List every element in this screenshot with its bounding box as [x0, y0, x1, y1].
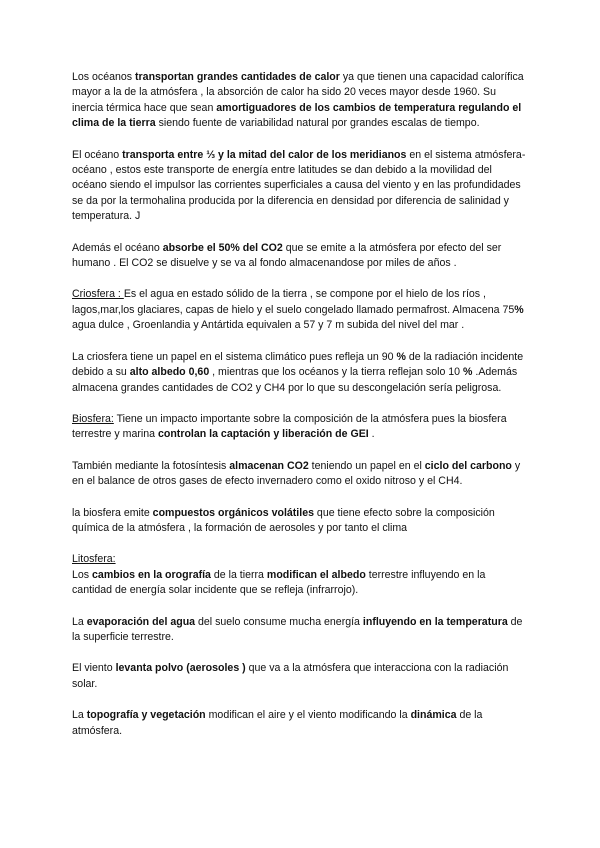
section-label-biosphere: Biosfera: [72, 412, 114, 425]
text-run: en el sistema atmósfera-océano , estos este transporte de energía entre latitudes se dan debido a la movilidad del océano siendo el impulsor las corrientes superficiales a causa del viento y en las profundidades se da por la termohalina producida por la diferencia en densidad por diferencia de salinidad y temperatura. J [72, 148, 526, 223]
bold-text: influyendo en la temperatura [362, 615, 508, 628]
bold-text: % [396, 350, 406, 363]
text-run: de la atmósfera. [72, 709, 483, 737]
text-run: El viento [72, 662, 116, 675]
paragraph-voc [72, 506, 528, 537]
bold-text: compuestos orgánicos volátiles [152, 506, 314, 519]
text-run: la biosfera emite [72, 506, 153, 519]
section-label-lithosphere: Litosfera: [72, 553, 116, 566]
paragraph-photosynthesis [72, 459, 528, 490]
text-run: que tiene efecto sobre la composición química de la atmósfera , la formación de aerosoles y por tanto el clima [72, 506, 495, 534]
text-run: teniendo un papel en el [308, 459, 425, 472]
bold-text: alto albedo 0,60 [129, 366, 210, 379]
bold-text: absorbe el 50% del CO2 [162, 241, 283, 254]
paragraph-cryosphere [72, 287, 528, 333]
text-run: La [72, 709, 87, 722]
paragraph-ocean-transport [72, 148, 528, 225]
text-run: , mientras que los océanos y la tierra reflejan solo 10 [209, 366, 464, 379]
bold-text: transportan grandes cantidades de calor [135, 71, 340, 83]
bold-text: levanta polvo (aerosoles ) [115, 662, 246, 675]
bold-text: dinámica [410, 709, 457, 722]
bold-text: transporta entre ⅓ y la mitad del calor de los meridianos [122, 148, 407, 161]
bold-text: cambios en la orografía [92, 568, 211, 581]
text-run: Es el agua en estado sólido de la tierra , se compone por el hielo de los ríos , lagos,mar,los glaciares, capas de hielo y el suelo congelado llamado permafrost. Almacena 75 [72, 288, 515, 316]
paragraph-oceans-heat [72, 70, 528, 132]
text-run: . [368, 428, 375, 441]
text-run: de la superficie terrestre. [72, 615, 523, 643]
paragraph-ocean-co2 [72, 241, 528, 272]
bold-text: almacenan CO2 [229, 459, 309, 472]
section-label-cryosphere: Criosfera : [72, 288, 124, 301]
text-run: .Además almacena grandes cantidades de CO2 y CH4 por lo que su descongelación sería peligrosa. [72, 366, 518, 394]
text-run: de la tierra [210, 568, 267, 581]
text-run: Además el océano [72, 241, 163, 254]
text-run: que va a la atmósfera que interacciona con la radiación solar. [72, 662, 509, 690]
text-run: que se emite a la atmósfera por efecto del ser humano . El CO2 se disuelve y se va al fondo almacenandose por miles de años . [72, 241, 502, 270]
text-run: y en el balance de otros gases de efecto invernadero como el oxido nitroso y el CH4. [72, 459, 521, 488]
text-run: agua dulce , Groenlandia y Antártida equivalen a 57 y 7 m subida del nivel del mar . [72, 319, 465, 332]
paragraph-cryosphere-albedo [72, 350, 528, 396]
text-run: Los [72, 568, 93, 581]
text-run: Los océanos [72, 71, 136, 83]
text-run: El océano [72, 148, 123, 161]
paragraph-evaporation [72, 615, 528, 646]
bold-text: modifican el albedo [266, 568, 366, 581]
bold-text: evaporación del agua [86, 615, 196, 628]
bold-text: ciclo del carbono [424, 459, 512, 472]
bold-text: amortiguadores de los cambios de temperatura regulando el clima de la tierra [72, 101, 522, 130]
paragraph-biosphere [72, 412, 528, 443]
bold-text: % [514, 303, 524, 316]
text-run: de la radiación incidente debido a su [72, 350, 524, 379]
bold-text: % [463, 366, 473, 379]
text-run: siendo fuente de variabilidad natural por grandes escalas de tiempo. [155, 117, 480, 130]
text-run: La [72, 615, 87, 628]
text-run: También mediante la fotosíntesis [72, 459, 230, 472]
bold-text: topografía y vegetación [86, 709, 206, 722]
paragraph-orography [72, 568, 528, 599]
text-run: ya que tienen una capacidad calorífica mayor a la de la atmósfera , la absorción de calor ha sido 20 veces mayor desde 1960. Su inercia térmica hace que sean [72, 71, 524, 114]
paragraph-wind-dust [72, 661, 528, 692]
text-run: terrestre influyendo en la cantidad de energía solar incidente que se refleja (infrarrojo). [72, 568, 486, 597]
text-run: modifican el aire y el viento modificando la [205, 709, 411, 722]
section-heading-lithosphere [72, 552, 528, 567]
text-run: Tiene un impacto importante sobre la composición de la atmósfera pues la biosfera terrestre y marina [72, 412, 507, 441]
paragraph-topography [72, 708, 528, 739]
text-run: La criosfera tiene un papel en el sistema climático pues refleja un 90 [72, 350, 397, 363]
bold-text: controlan la captación y liberación de GEI [157, 428, 369, 441]
text-run: del suelo consume mucha energía [195, 615, 363, 628]
